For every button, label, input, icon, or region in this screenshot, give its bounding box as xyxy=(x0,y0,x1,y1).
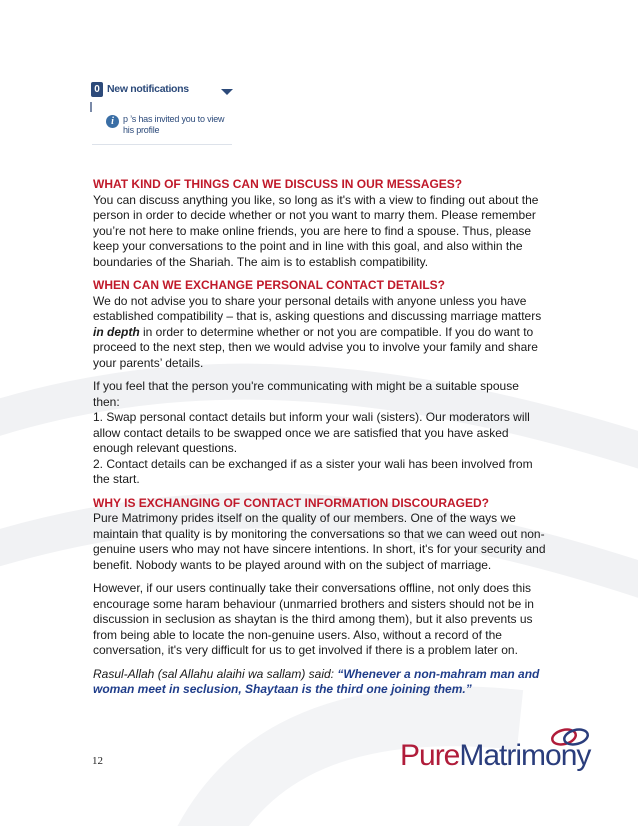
section-heading: WHY IS EXCHANGING OF CONTACT INFORMATION DISCOURAGED? xyxy=(93,495,489,510)
text-run: We do not advise you to share your personal details with anyone unless you have established compatibility – that is, asking questions and discussing marriage matters xyxy=(93,293,542,323)
notification-title: New notifications xyxy=(107,83,189,95)
paragraph xyxy=(93,379,548,488)
notification-message[interactable]: p ’s has invited you to view his profile xyxy=(123,114,225,135)
notification-panel xyxy=(88,78,238,148)
hadith-quote: “Whenever a non-mahram man and woman meet in seclusion, Shaytaan is the third one joining them.” xyxy=(93,666,540,696)
divider xyxy=(90,102,92,112)
page-number: 12 xyxy=(92,755,103,767)
notification-count-badge: 0 xyxy=(91,82,103,97)
pure-matrimony-logo xyxy=(398,725,610,785)
quote-source: Rasul-Allah (sal Allahu alaihi wa sallam) said: xyxy=(93,666,338,681)
logo-wordmark xyxy=(400,739,590,773)
logo-text-pure: Pure xyxy=(400,739,460,772)
notification-header[interactable] xyxy=(88,78,238,100)
paragraph: However, if our users continually take their conversations offline, not only does this encourage some haram behaviour (unmarried brothers and sisters should not be in discussion in seclusion as shaytan is the third among them), but it also prevents us from being able to locate the non-genuine users. Also, without a record of the conversation, it's very difficult for us to get involved if there is a problem later on. xyxy=(93,581,534,657)
list-item: 2. Contact details can be exchanged if as a sister your wali has been involved from the start. xyxy=(93,456,533,486)
section-heading: WHEN CAN WE EXCHANGE PERSONAL CONTACT DETAILS? xyxy=(93,278,446,292)
emphasis: in depth xyxy=(93,324,140,339)
paragraph: You can discuss anything you like, so long as it's with a view to finding out about the person in order to decide whether or not you want to marry them. Please remember you’re not here to make online friends, you are here to find a spouse. Thus, please keep your conversations to the point and in line with this goal, and also within the boundaries of the Shariah. The aim is to establish compatibility. xyxy=(93,192,539,269)
logo-text-matrimony: Matrimony xyxy=(459,739,591,772)
divider xyxy=(92,144,232,145)
text-run: in order to determine whether or not you are compatible. If you do want to proceed to the next step, then we would advise you to involve your family and share your parents’ details. xyxy=(93,324,538,370)
paragraph xyxy=(93,294,548,372)
text-run: If you feel that the person you're communicating with might be a suitable spouse then: xyxy=(93,379,519,409)
paragraph: Pure Matrimony prides itself on the quality of our members. One of the ways we maintain that quality is by monitoring the conversations so that we can weed out non-genuine users who may not have sincere intentions. In short, it's for your security and benefit. Nobody wants to be played around with on the subject of marriage. xyxy=(93,511,546,572)
section-heading: WHAT KIND OF THINGS CAN WE DISCUSS IN OUR MESSAGES? xyxy=(93,177,463,191)
chevron-down-icon[interactable] xyxy=(221,89,233,95)
info-icon: i xyxy=(106,115,119,128)
list-item: 1. Swap personal contact details but inform your wali (sisters). Our moderators will allow contact details to be swapped once we are satisfied that you have asked enough relevant questions. xyxy=(93,410,530,455)
document-body xyxy=(93,177,548,706)
quote-paragraph xyxy=(93,667,548,698)
